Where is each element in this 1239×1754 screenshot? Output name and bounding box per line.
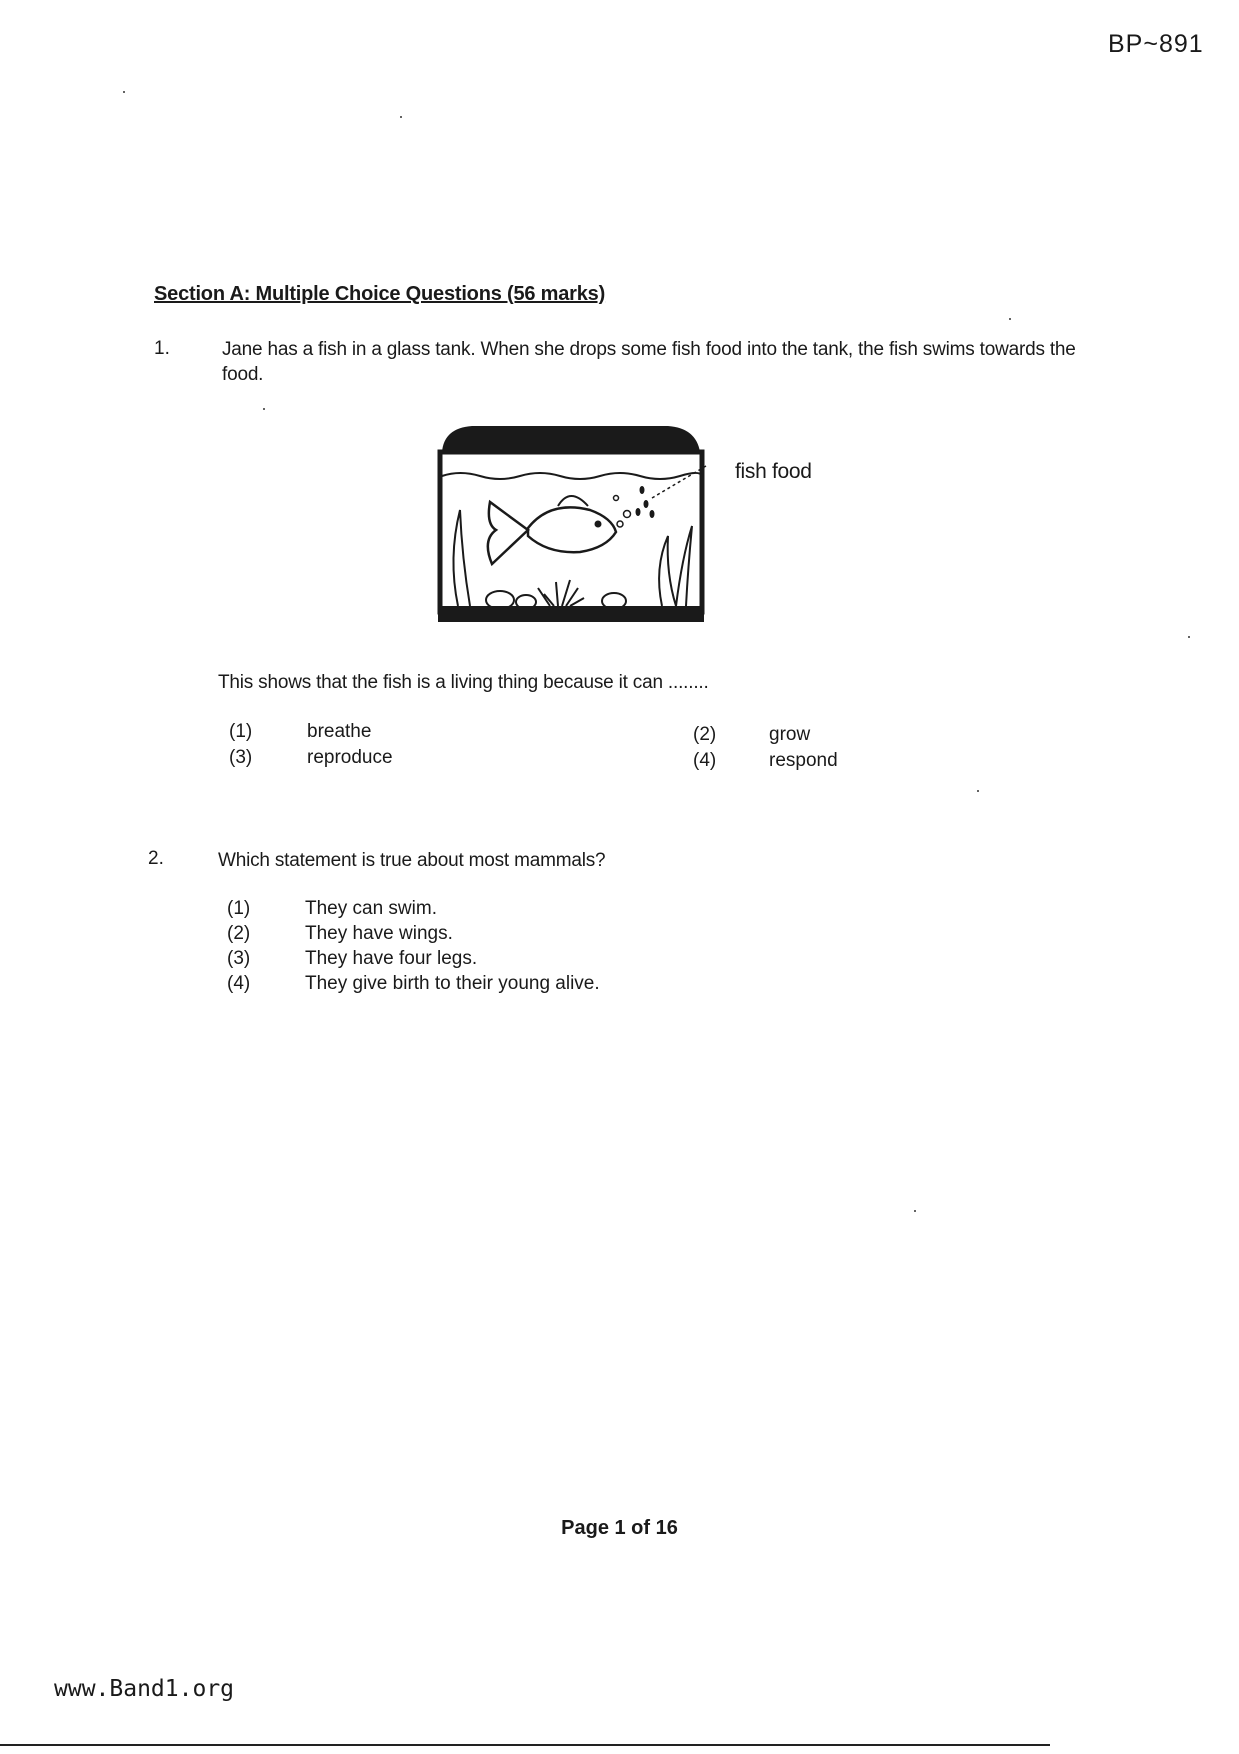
website-watermark: www.Band1.org — [54, 1676, 235, 1702]
question-2-number: 2. — [148, 848, 164, 869]
fish-food-pellet — [636, 508, 641, 516]
option-number: (2) — [227, 923, 251, 944]
option-number: (2) — [693, 724, 717, 745]
option-text: They have wings. — [305, 923, 453, 944]
scan-speck — [1009, 318, 1011, 320]
fish-food-pellet — [644, 500, 649, 508]
option-number: (4) — [693, 750, 717, 771]
fish-food-pellet — [650, 510, 655, 518]
fish-food-pellet — [640, 486, 645, 494]
option-1 — [229, 719, 449, 745]
question-2-options — [227, 896, 827, 996]
fish-tank-figure — [430, 418, 710, 628]
tank-base — [438, 606, 704, 622]
scan-speck — [1188, 636, 1190, 638]
option-2 — [693, 722, 913, 748]
question-2-text: Which statement is true about most mammals? — [218, 850, 606, 871]
option-4 — [227, 971, 827, 996]
option-text: breathe — [307, 721, 372, 742]
option-number: (1) — [227, 898, 251, 919]
option-3 — [229, 745, 449, 771]
option-3 — [227, 946, 827, 971]
question-1-options-right — [693, 722, 913, 774]
option-number: (3) — [227, 948, 251, 969]
option-number: (3) — [229, 747, 253, 768]
scan-speck — [914, 1210, 916, 1212]
option-text: They can swim. — [305, 898, 437, 919]
option-text: respond — [769, 750, 838, 771]
section-title: Section A: Multiple Choice Questions (56 marks) — [154, 283, 606, 305]
option-text: They give birth to their young alive. — [305, 973, 600, 994]
option-number: (1) — [229, 721, 253, 742]
figure-label: fish food — [735, 460, 812, 483]
option-number: (4) — [227, 973, 251, 994]
option-2 — [227, 921, 827, 946]
fish-eye — [595, 521, 602, 528]
option-4 — [693, 748, 913, 774]
question-1-number: 1. — [154, 338, 170, 359]
scan-speck — [400, 116, 402, 118]
scan-speck — [123, 91, 125, 93]
option-text: grow — [769, 724, 811, 745]
option-text: reproduce — [307, 747, 393, 768]
option-text: They have four legs. — [305, 948, 478, 969]
option-1 — [227, 896, 827, 921]
scan-speck — [263, 408, 265, 410]
scan-speck — [977, 790, 979, 792]
page-number: Page 1 of 16 — [561, 1517, 678, 1539]
document-code: BP~891 — [1108, 30, 1204, 58]
question-1-options-left — [229, 719, 449, 771]
question-1-text: Jane has a fish in a glass tank. When she drops some fish food into the tank, the fish swims towards the food. — [222, 339, 1076, 385]
tank-lid — [442, 426, 700, 452]
bottom-rule — [0, 1744, 1050, 1746]
question-1-prompt: This shows that the fish is a living thing because it can ........ — [218, 672, 709, 693]
